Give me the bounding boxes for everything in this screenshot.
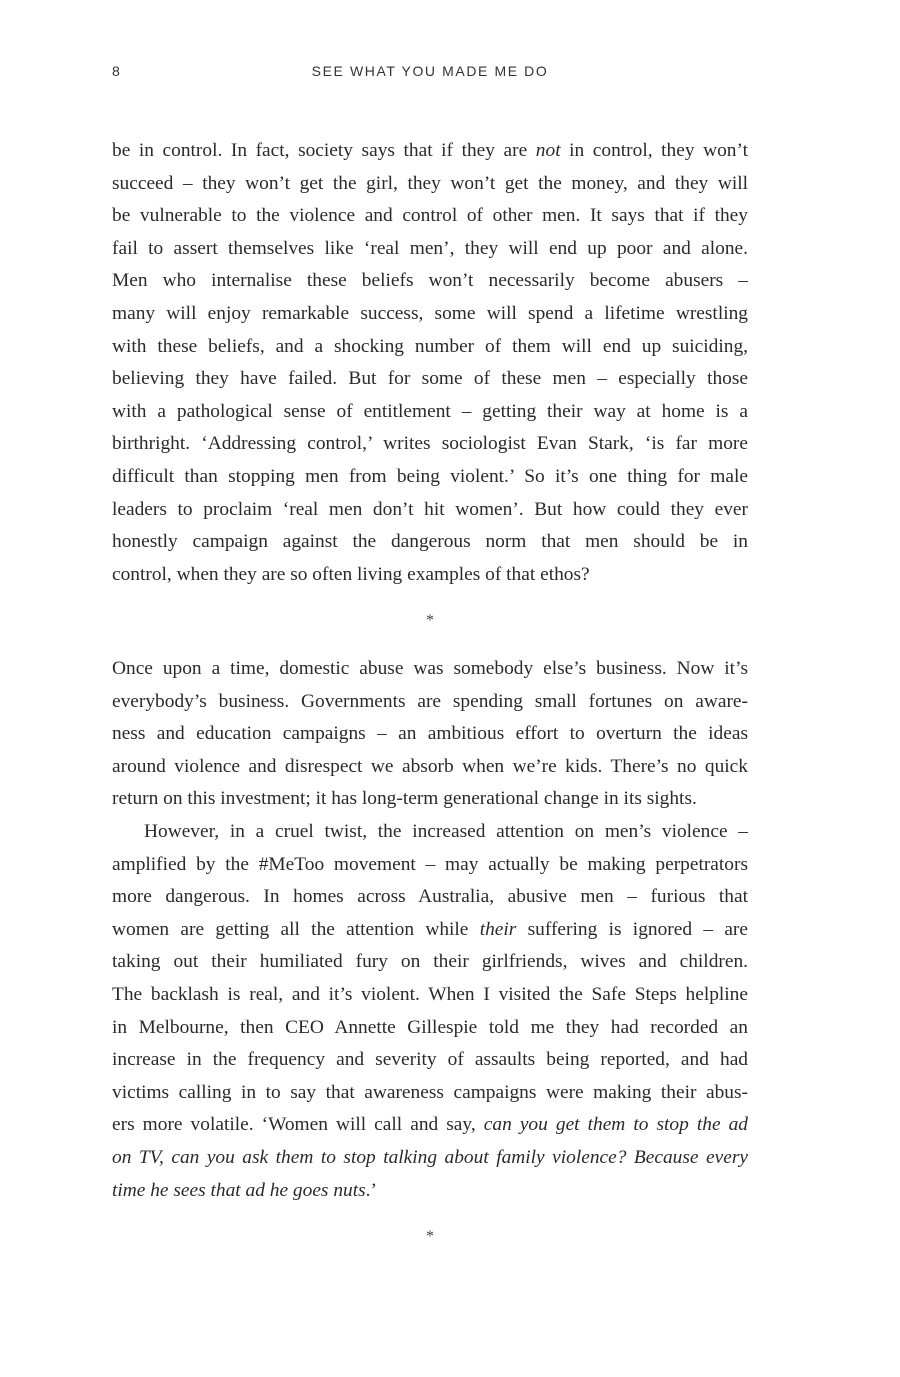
text-line: time he sees that ad he goes nuts.’ [112,1179,377,1201]
text-line: succeed – they won’t get the girl, they won’t get the money, and they will [112,172,748,194]
text-line: ness and education campaigns – an ambitious effort to overturn the ideas [112,723,748,745]
page-number: 8 [112,63,120,79]
text-line: with these beliefs, and a shocking number of them will end up suiciding, [112,335,748,357]
text-line: increase in the frequency and severity of assaults being reported, and had [112,1049,748,1071]
section-break-asterisk: * [426,612,434,629]
text-line: many will enjoy remarkable success, some will spend a lifetime wrestling [112,302,748,324]
running-head [112,63,748,87]
text-line: with a pathological sense of entitlement – getting their way at home is a [112,400,748,422]
text-line: difficult than stopping men from being violent.’ So it’s one thing for male [112,465,748,487]
emphasis: their [479,918,517,940]
emphasis: on TV, can you ask them to stop talking about family violence? Because every [112,1146,748,1168]
text-line: return on this investment; it has long-term generational change in its sights. [112,788,697,810]
text-line: birthright. ‘Addressing control,’ writes sociologist Evan Stark, ‘is far more [112,433,748,455]
text-line [112,1142,748,1175]
emphasis: time he sees that ad he goes nuts [112,1179,366,1201]
text-line: fail to assert themselves like ‘real men’, they will end up poor and alone. [112,237,748,259]
text-line: control, when they are so often living examples of that ethos? [112,563,590,585]
text-line: women are getting all the attention while their suffering is ignored – are [112,918,748,940]
text-line: around violence and disrespect we absorb when we’re kids. There’s no quick [112,755,748,777]
text-line: victims calling in to say that awareness campaigns were making their abus- [112,1081,748,1103]
text-line: Men who internalise these beliefs won’t necessarily become abusers – [112,270,748,292]
text-line: everybody’s business. Governments are spending small fortunes on aware- [112,690,748,712]
text-line: The backlash is real, and it’s violent. When I visited the Safe Steps helpline [112,983,748,1005]
running-title: SEE WHAT YOU MADE ME DO [311,63,549,79]
emphasis: not [535,140,561,161]
paragraph-control [112,135,748,591]
text-line: in Melbourne, then CEO Annette Gillespie told me they had recorded an [112,1016,748,1038]
text-line: be in control. In fact, society says that if they are not in control, they won’t [112,140,748,161]
text-line: taking out their humiliated fury on their girlfriends, wives and children. [112,951,748,973]
section-break-asterisk: * [426,1228,434,1245]
text-line: honestly campaign against the dangerous norm that men should be in [112,531,748,553]
text-line: amplified by the #MeToo movement – may actually be making perpetrators [112,853,748,875]
text-line: However, in a cruel twist, the increased attention on men’s violence – [144,820,748,842]
emphasis: can you get them to stop the ad [483,1114,749,1136]
text-line: be vulnerable to the violence and control of other men. It says that if they [112,205,748,227]
paragraphs-awareness [112,653,748,1207]
text-line: Once upon a time, domestic abuse was somebody else’s business. Now it’s [112,658,748,679]
text-line: ers more volatile. ‘Women will call and say, can you get them to stop the ad [112,1114,749,1136]
text-line: believing they have failed. But for some of these men – especially those [112,368,748,390]
text-line: more dangerous. In homes across Australia, abusive men – furious that [112,886,748,908]
text-line: leaders to proclaim ‘real men don’t hit women’. But how could they ever [112,498,748,520]
